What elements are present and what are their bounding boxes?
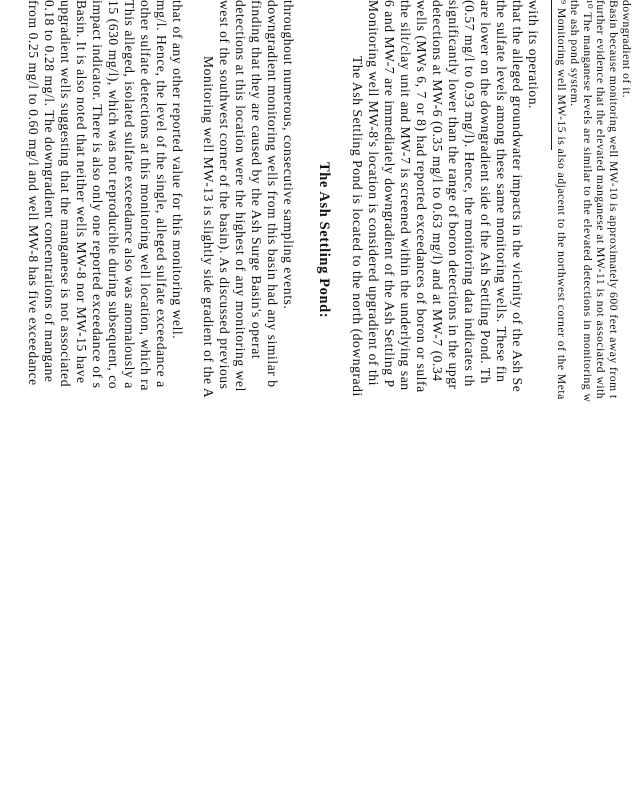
paragraph-3-line: with its operation. xyxy=(526,0,541,109)
paragraph-1-line: Basin. It is also noted that neither wells MW-8 nor MW-15 have xyxy=(74,0,89,384)
paragraph-3-line: detections at MW-6 (0.35 mg/l to 0.63 mg/l) and at MW-7 (0.34 xyxy=(430,0,445,382)
footnote-line: further evidence that the elevated manganese at MW-11 is not associated with xyxy=(594,0,607,400)
paragraph-1-line: other sulfate detections at this monitoring well location, which ra xyxy=(138,0,153,391)
paragraph-1-line: from 0.25 mg/l to 0.60 mg/l and well MW-8 has five exceedance xyxy=(26,0,41,386)
footnote-line: ⁹ Monitoring well MW-15 is also adjacent to the northwest corner of the Meta xyxy=(555,0,568,400)
footnote-line: downgradient of it. xyxy=(620,0,633,99)
paragraph-3-line: 6 and MW-7 are immediately downgradient of the Ash Settling P xyxy=(382,0,397,388)
footnote-line: ¹⁰ The manganese levels are similar to the elevated detections in monitoring w xyxy=(581,0,594,403)
paragraph-3-line: (0.57 mg/l to 0.93 mg/l). Hence, the monitoring data indicates th xyxy=(462,0,477,387)
paragraph-3-line: are lower on the downgradient side of the Ash Settling Pond. Th xyxy=(478,0,493,385)
paragraph-1-line: This alleged, isolated sulfate exceedance also was anomalously a xyxy=(122,0,137,389)
paragraph-3-line: The Ash Settling Pond is located to the north (downgradi xyxy=(350,56,365,397)
paragraph-2-line: downgradient monitoring wells from this basin had any similar b xyxy=(265,0,280,388)
paragraph-1-line: that of any other reported value for this monitoring well. xyxy=(170,0,185,340)
paragraph-3-line: the sulfate levels among these same monitoring wells. These fin xyxy=(494,0,509,383)
footnote-line: Basin because monitoring well MW-10 is approximately 600 feet away from t xyxy=(607,0,620,399)
paragraph-1-line: 15 (630 mg/l), which was not reproducible during subsequent, co xyxy=(106,0,121,390)
section-heading: The Ash Settling Pond: xyxy=(316,162,332,319)
paragraph-3-line: significantly lower than the range of boron detections in the upgr xyxy=(446,0,461,390)
paragraph-2-line: throughout numerous, consecutive sampling events. xyxy=(281,0,296,310)
paragraph-1-line: upgradient wells suggesting that the manganese is not associated xyxy=(58,0,73,388)
footnote-line: the ash pond system. xyxy=(568,0,581,107)
paragraph-1-line: 0.18 to 0.28 mg/l. The downgradient concentrations of mangane xyxy=(42,0,57,383)
paragraph-1-line: mg/l. Hence, the level of the single, alleged sulfate exceedance a xyxy=(154,0,169,388)
footnote-separator xyxy=(551,0,552,150)
paragraph-2-line: finding that they are caused by the Ash Surge Basin's operat xyxy=(249,0,264,360)
paragraph-2-line: Monitoring well MW-13 is slightly side gradient of the A xyxy=(201,56,216,399)
paragraph-3-line: Monitoring well MW-8's location is considered upgradient of thi xyxy=(366,0,381,386)
paragraph-2-line: west of the southwest corner of the basin). As discussed previous xyxy=(217,0,232,390)
paragraph-3-line: wells (MWs 6, 7 or 8) had reported exceedances of boron or sulfa xyxy=(414,0,429,393)
paragraph-3-line: that the alleged groundwater impacts in the vicinity of the Ash Se xyxy=(510,0,525,393)
paragraph-2-line: detections at this location were the highest of any monitoring wel xyxy=(233,0,248,392)
paragraph-1-line: impact indicator. There is also only one reported exceedance of s xyxy=(90,0,105,389)
paragraph-3-line: the silt/clay unit and MW-7 is screened within the underlying san xyxy=(398,0,413,391)
